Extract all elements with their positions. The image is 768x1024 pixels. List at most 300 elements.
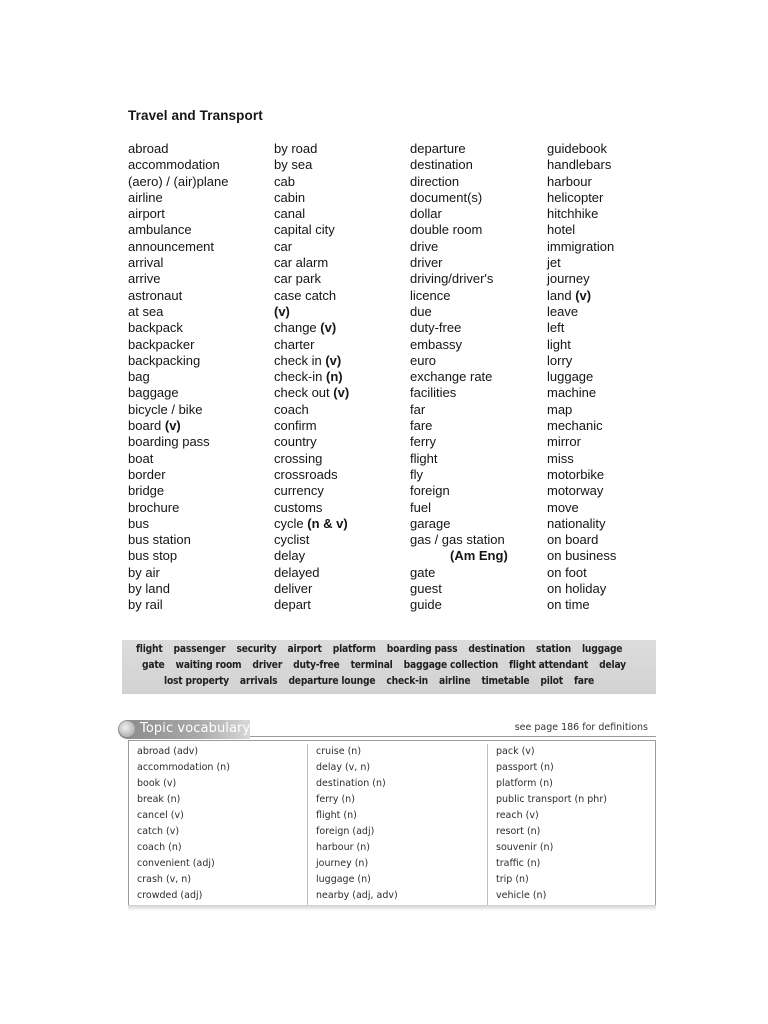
vocab-entry: passport (n): [496, 762, 554, 773]
word-text: announcement: [128, 238, 215, 254]
vocab-word: [274, 239, 414, 255]
vocab-word: [410, 157, 550, 173]
vocab-word: [410, 581, 550, 597]
word-text: check out: [274, 385, 334, 401]
vocab-word: [547, 255, 687, 271]
word-text: boat: [128, 450, 154, 466]
vocab-entry: destination (n): [316, 778, 386, 789]
vocab-word: [410, 434, 550, 450]
vocab-word: [128, 516, 268, 532]
word-text: car alarm: [274, 255, 329, 271]
word-text: on foot: [547, 564, 587, 580]
vocab-entry: nearby (adj, adv): [316, 890, 398, 901]
word-text: exchange rate: [410, 369, 493, 385]
vocab-word: [128, 337, 268, 353]
vocab-word: [128, 483, 268, 499]
vocab-entry: break (n): [137, 794, 181, 805]
vocab-word: [547, 141, 687, 157]
word-text: backpacker: [128, 336, 195, 352]
cloud-word: boarding pass: [386, 644, 458, 655]
word-text: (aero) / (air)plane: [128, 173, 229, 189]
vocab-word: [128, 206, 268, 222]
word-text: driver: [410, 255, 443, 271]
vocab-word: [547, 451, 687, 467]
word-text: on holiday: [547, 581, 607, 597]
vocab-word: [274, 385, 414, 401]
cloud-word: luggage: [581, 644, 623, 655]
word-text: brochure: [128, 499, 180, 515]
vocab-word: [410, 597, 550, 613]
word-part-of-speech: (v): [333, 385, 350, 401]
word-text: bus: [128, 515, 149, 531]
vocab-column-2: [307, 744, 488, 906]
vocab-word: [410, 385, 550, 401]
vocab-word: [274, 451, 414, 467]
cloud-word: check-in: [386, 676, 428, 687]
vocab-word: [547, 467, 687, 483]
word-text: car park: [274, 271, 321, 287]
vocab-word: [274, 157, 414, 173]
cloud-word: flight: [136, 644, 163, 655]
word-text: fly: [410, 466, 423, 482]
word-text: change: [274, 320, 321, 336]
cloud-word: duty-free: [293, 660, 340, 671]
word-text: backpack: [128, 320, 183, 336]
vocab-word: [128, 418, 268, 434]
vocab-word: [547, 239, 687, 255]
word-text: cyclist: [274, 532, 310, 548]
word-part-of-speech: (n): [326, 369, 343, 385]
vocab-word: [274, 369, 414, 385]
vocab-word: [274, 402, 414, 418]
word-text: handlebars: [547, 157, 612, 173]
topic-vocabulary-table: [128, 740, 656, 910]
vocab-entry: souvenir (n): [496, 842, 554, 853]
word-text: destination: [410, 157, 473, 173]
word-text: due: [410, 303, 432, 319]
word-text: accommodation: [128, 157, 220, 173]
vocab-entry: delay (v, n): [316, 762, 371, 773]
vocab-word: [547, 385, 687, 401]
vocab-word: [410, 320, 550, 336]
vocab-word: [547, 434, 687, 450]
cloud-word: lost property: [164, 676, 229, 687]
vocab-word: [547, 565, 687, 581]
word-text: flight: [410, 450, 438, 466]
word-text: airline: [128, 189, 163, 205]
word-text: move: [547, 499, 579, 515]
word-text: guide: [410, 597, 442, 613]
cloud-word: arrivals: [239, 676, 278, 687]
vocab-word: [128, 190, 268, 206]
word-text: currency: [274, 483, 324, 499]
word-text: guest: [410, 581, 442, 597]
word-part-of-speech: (v): [575, 287, 592, 303]
vocab-word: [274, 581, 414, 597]
cloud-word: waiting room: [175, 660, 242, 671]
word-text: machine: [547, 385, 597, 401]
vocab-entry: accommodation (n): [137, 762, 230, 773]
vocab-word: [128, 369, 268, 385]
word-text: lorry: [547, 352, 573, 368]
vocab-entry: crash (v, n): [137, 874, 192, 885]
page-title: Travel and Transport: [128, 108, 263, 123]
word-text: garage: [410, 515, 451, 531]
word-text: check in: [274, 352, 326, 368]
vocab-word: [128, 385, 268, 401]
vocab-word: [274, 174, 414, 190]
word-text: miss: [547, 450, 574, 466]
word-text: coach: [274, 401, 309, 417]
word-text: dollar: [410, 206, 442, 222]
vocab-word: [547, 222, 687, 238]
cloud-word: delay: [599, 660, 626, 671]
vocab-entry: trip (n): [496, 874, 529, 885]
word-column-4: [547, 141, 687, 614]
word-cloud-line-2: [122, 660, 676, 671]
vocab-word: [128, 288, 268, 304]
vocab-word: [410, 174, 550, 190]
word-text: abroad: [128, 141, 169, 156]
word-text: jet: [547, 255, 561, 271]
vocab-word: [547, 402, 687, 418]
word-text: document(s): [410, 189, 483, 205]
vocab-word: [274, 500, 414, 516]
word-text: on business: [547, 548, 617, 564]
word-text: depart: [274, 597, 311, 613]
word-text: cabin: [274, 189, 306, 205]
cloud-word: driver: [252, 660, 283, 671]
word-text: cab: [274, 173, 295, 189]
vocab-word: [128, 597, 268, 613]
word-text: check-in: [274, 369, 327, 385]
vocab-word: [128, 174, 268, 190]
vocab-word: [410, 467, 550, 483]
word-text: by rail: [128, 597, 163, 613]
definitions-note: see page 186 for definitions: [514, 722, 648, 733]
word-text: ambulance: [128, 222, 192, 238]
vocab-word: [128, 255, 268, 271]
header-rule: [250, 736, 656, 737]
vocab-word: [410, 532, 550, 548]
word-text: bag: [128, 369, 150, 385]
vocab-word: [274, 190, 414, 206]
word-text: capital city: [274, 222, 335, 238]
word-text: hitchhike: [547, 206, 599, 222]
vocab-word: [128, 548, 268, 564]
word-text: boarding pass: [128, 434, 210, 450]
vocab-word: [274, 532, 414, 548]
word-text: luggage: [547, 369, 594, 385]
word-text: cycle: [274, 515, 308, 531]
word-text: delay: [274, 548, 306, 564]
vocab-word: [410, 402, 550, 418]
vocab-word: [547, 483, 687, 499]
vocab-word: [410, 500, 550, 516]
vocab-entry: foreign (adj): [316, 826, 375, 837]
vocab-word: [410, 141, 550, 157]
cloud-word: baggage collection: [403, 660, 499, 671]
vocab-entry: public transport (n phr): [496, 794, 607, 805]
vocab-word: [410, 239, 550, 255]
word-text: car: [274, 238, 293, 254]
word-text: arrival: [128, 255, 164, 271]
vocab-word: [547, 337, 687, 353]
word-text: hotel: [547, 222, 576, 238]
word-text: crossroads: [274, 466, 338, 482]
vocab-entry: platform (n): [496, 778, 553, 789]
vocab-word: [410, 353, 550, 369]
cloud-word: flight attendant: [509, 660, 589, 671]
circle-bullet-icon: [119, 721, 135, 737]
vocab-word: [547, 516, 687, 532]
vocab-word: [128, 271, 268, 287]
vocab-word: [274, 304, 414, 320]
word-column-1: [128, 141, 268, 614]
vocab-word: [128, 239, 268, 255]
vocab-entry: abroad (adv): [137, 746, 199, 757]
word-part-of-speech: (Am Eng): [450, 548, 508, 564]
vocab-word: [410, 548, 550, 564]
word-text: border: [128, 466, 166, 482]
word-text: land: [547, 287, 576, 303]
vocab-word: [274, 353, 414, 369]
word-text: driving/driver's: [410, 271, 494, 287]
vocab-word: [128, 222, 268, 238]
word-text: on board: [547, 532, 599, 548]
vocab-entry: crowded (adj): [137, 890, 203, 901]
topic-vocabulary-header: [118, 720, 656, 740]
vocab-entry: convenient (adj): [137, 858, 215, 869]
vocab-word: [274, 565, 414, 581]
vocab-word: [547, 288, 687, 304]
word-part-of-speech: (v): [325, 352, 342, 368]
cloud-word: fare: [573, 676, 595, 687]
vocab-word: [274, 320, 414, 336]
vocab-word: [547, 304, 687, 320]
vocab-word: [128, 304, 268, 320]
word-text: bus station: [128, 532, 191, 548]
cloud-word: platform: [332, 644, 376, 655]
vocab-word: [274, 141, 414, 157]
vocab-word: [274, 288, 414, 304]
vocab-word: [410, 206, 550, 222]
vocab-word: [274, 271, 414, 287]
vocab-word: [410, 337, 550, 353]
vocab-word: [274, 222, 414, 238]
word-text: mirror: [547, 434, 581, 450]
vocab-column-3: [487, 744, 668, 906]
vocab-word: [410, 451, 550, 467]
vocab-entry: catch (v): [137, 826, 180, 837]
cloud-word: security: [236, 644, 277, 655]
word-part-of-speech: (v): [274, 303, 290, 319]
word-part-of-speech: (v): [320, 320, 337, 336]
word-text: nationality: [547, 515, 606, 531]
word-part-of-speech: (n & v): [307, 515, 348, 531]
vocab-word: [128, 500, 268, 516]
vocab-word: [547, 320, 687, 336]
word-text: motorway: [547, 483, 604, 499]
cloud-word: pilot: [540, 676, 563, 687]
vocab-word: [274, 516, 414, 532]
vocab-word: [410, 288, 550, 304]
vocab-entry: flight (n): [316, 810, 357, 821]
vocab-entry: pack (v): [496, 746, 535, 757]
word-text: far: [410, 401, 426, 417]
word-text: double room: [410, 222, 483, 238]
word-text: bicycle / bike: [128, 401, 203, 417]
vocab-entry: coach (n): [137, 842, 182, 853]
vocab-word: [547, 418, 687, 434]
word-text: on time: [547, 597, 590, 613]
word-text: country: [274, 434, 317, 450]
word-text: helicopter: [547, 189, 604, 205]
vocab-entry: ferry (n): [316, 794, 355, 805]
word-text: board: [128, 418, 165, 434]
word-text: foreign: [410, 483, 450, 499]
word-text: backpacking: [128, 352, 201, 368]
word-text: astronaut: [128, 287, 183, 303]
word-text: case catch: [274, 287, 337, 303]
word-part-of-speech: (v): [164, 418, 181, 434]
word-text: guidebook: [547, 141, 607, 156]
vocab-word: [274, 337, 414, 353]
vocab-word: [274, 597, 414, 613]
word-text: arrive: [128, 271, 161, 287]
vocab-word: [128, 565, 268, 581]
word-text: by air: [128, 564, 160, 580]
word-cloud-line-1: [122, 644, 670, 655]
word-text: by land: [128, 581, 170, 597]
word-text: delayed: [274, 564, 320, 580]
word-text: baggage: [128, 385, 179, 401]
word-text: light: [547, 336, 571, 352]
cloud-word: departure lounge: [288, 676, 376, 687]
word-text: fare: [410, 418, 433, 434]
word-text: charter: [274, 336, 315, 352]
vocab-entry: cruise (n): [316, 746, 362, 757]
word-text: mechanic: [547, 418, 603, 434]
vocab-word: [410, 565, 550, 581]
word-text: ferry: [410, 434, 436, 450]
vocab-entry: resort (n): [496, 826, 541, 837]
vocab-word: [547, 581, 687, 597]
vocab-word: [274, 548, 414, 564]
vocab-word: [274, 467, 414, 483]
word-text: confirm: [274, 418, 317, 434]
vocab-word: [274, 483, 414, 499]
vocab-entry: book (v): [137, 778, 177, 789]
vocab-word: [410, 271, 550, 287]
topic-vocabulary-heading: Topic vocabulary: [140, 721, 251, 736]
vocab-word: [410, 369, 550, 385]
word-text: by sea: [274, 157, 313, 173]
cloud-word: destination: [468, 644, 525, 655]
word-text: harbour: [547, 173, 592, 189]
cloud-word: airport: [287, 644, 322, 655]
word-text: at sea: [128, 303, 164, 319]
vocab-word: [128, 402, 268, 418]
vocab-word: [128, 467, 268, 483]
word-text: map: [547, 401, 573, 417]
word-text: motorbike: [547, 466, 605, 482]
vocab-word: [410, 222, 550, 238]
word-text: journey: [547, 271, 590, 287]
word-text: bus stop: [128, 548, 178, 564]
vocab-word: [128, 434, 268, 450]
word-cloud-line-3: [122, 676, 698, 687]
vocab-word: [547, 157, 687, 173]
vocab-word: [128, 157, 268, 173]
vocab-word: [128, 141, 268, 157]
cloud-word: passenger: [173, 644, 226, 655]
word-text: leave: [547, 303, 579, 319]
vocab-word: [128, 532, 268, 548]
vocab-entry: traffic (n): [496, 858, 541, 869]
cloud-word: terminal: [350, 660, 393, 671]
vocab-word: [128, 353, 268, 369]
word-text: canal: [274, 206, 306, 222]
word-text: crossing: [274, 450, 323, 466]
word-column-2: [274, 141, 414, 614]
word-text: gas / gas station: [410, 532, 505, 548]
word-text: airport: [128, 206, 165, 222]
word-text: drive: [410, 238, 439, 254]
vocab-word: [410, 483, 550, 499]
vocab-word: [547, 369, 687, 385]
word-text: deliver: [274, 581, 313, 597]
word-text: direction: [410, 173, 460, 189]
word-column-3: [410, 141, 550, 614]
word-text: bridge: [128, 483, 165, 499]
word-text: fuel: [410, 499, 431, 515]
vocab-column-1: [129, 744, 309, 906]
word-text: embassy: [410, 336, 463, 352]
vocab-word: [410, 190, 550, 206]
vocab-word: [128, 320, 268, 336]
word-text: immigration: [547, 238, 615, 254]
vocab-entry: reach (v): [496, 810, 539, 821]
vocab-word: [547, 597, 687, 613]
word-text: euro: [410, 352, 437, 368]
word-text: by road: [274, 141, 318, 156]
vocab-word: [547, 500, 687, 516]
vocab-word: [547, 190, 687, 206]
vocab-word: [547, 548, 687, 564]
vocab-word: [410, 304, 550, 320]
vocab-word: [547, 532, 687, 548]
vocab-word: [547, 353, 687, 369]
cloud-word: station: [536, 644, 571, 655]
word-text: gate: [410, 564, 436, 580]
cloud-word: timetable: [481, 676, 530, 687]
word-text: left: [547, 320, 565, 336]
word-text: departure: [410, 141, 466, 156]
cloud-word: gate: [142, 660, 165, 671]
vocab-word: [547, 206, 687, 222]
vocab-word: [274, 255, 414, 271]
vocab-word: [410, 255, 550, 271]
vocab-entry: vehicle (n): [496, 890, 547, 901]
word-text: duty-free: [410, 320, 462, 336]
word-text: customs: [274, 499, 323, 515]
vocab-entry: cancel (v): [137, 810, 184, 821]
vocab-word: [274, 418, 414, 434]
vocab-entry: harbour (n): [316, 842, 370, 853]
vocab-word: [274, 434, 414, 450]
vocab-word: [274, 206, 414, 222]
